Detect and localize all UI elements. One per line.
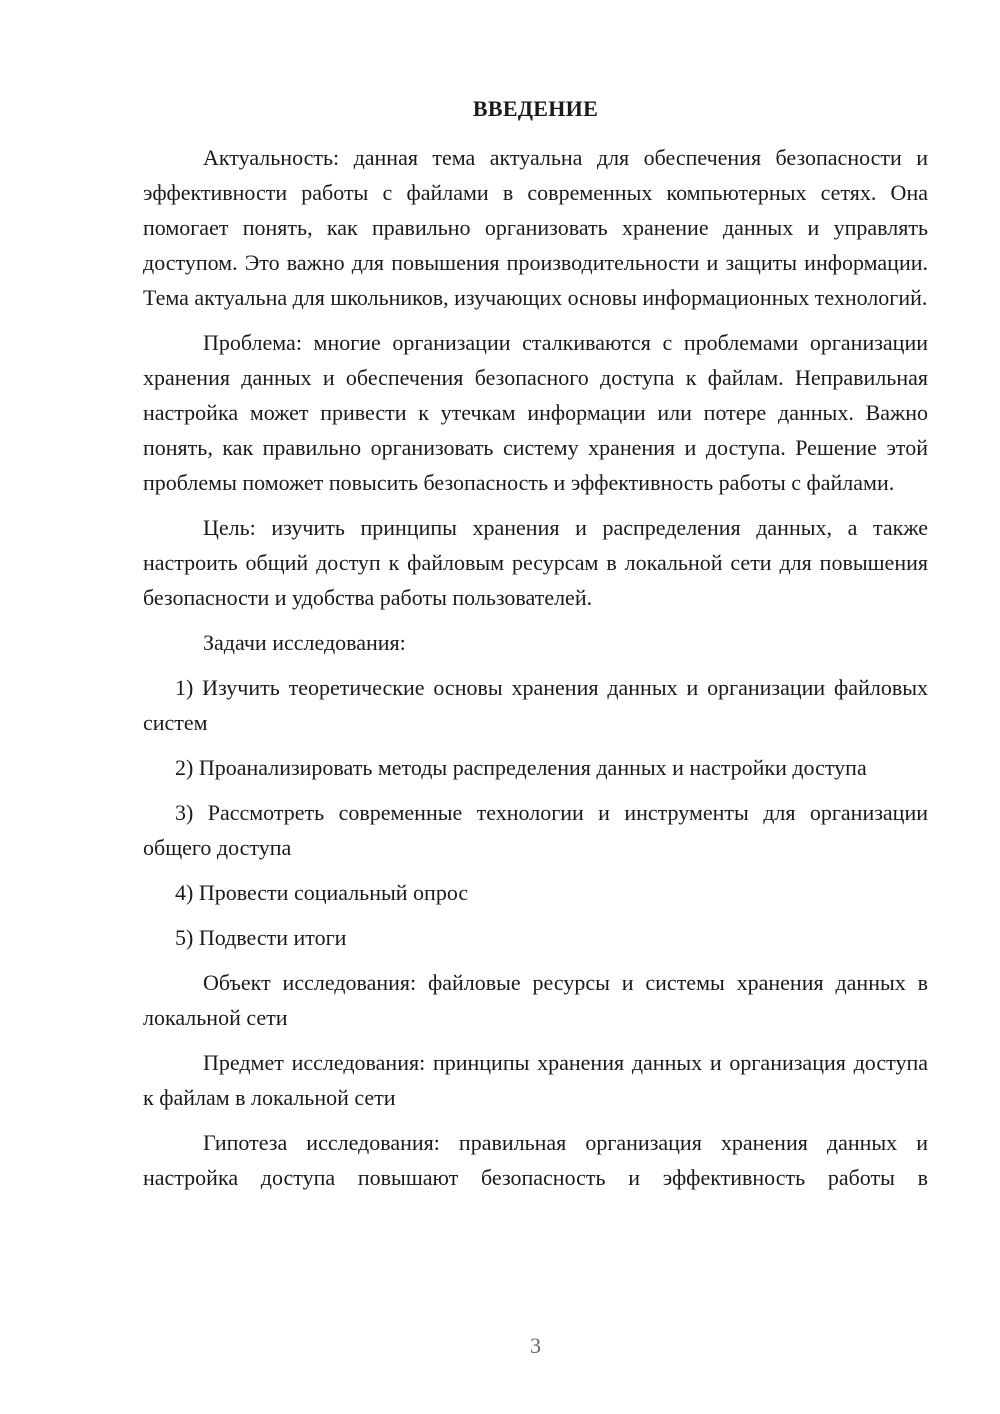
goal-paragraph: Цель: изучить принципы хранения и распределения данных, а также настроить общий доступ к файловым ресурсам в локальной сети для повышения безопасности и удобства работы пользователей. — [143, 515, 928, 610]
object-paragraph: Объект исследования: файловые ресурсы и системы хранения данных в локальной сети — [143, 970, 928, 1030]
hypothesis-paragraph: Гипотеза исследования: правильная организация хранения данных и настройка доступа повышают безопасность и эффективность работы в — [143, 1130, 928, 1190]
task-item: 5) Подвести итоги — [175, 925, 347, 950]
problem-paragraph: Проблема: многие организации сталкиваются с проблемами организации хранения данных и обеспечения безопасного доступа к файлам. Неправильная настройка может привести к утечкам информации или потере данных. Важно понять, как правильно организовать систему хранения и доступа. Решение этой проблемы поможет повысить безопасность и эффективность работы с файлами. — [143, 330, 928, 495]
task-item: 2) Проанализировать методы распределения данных и настройки доступа — [175, 755, 867, 780]
task-item: 4) Провести социальный опрос — [175, 880, 469, 905]
tasks-heading: Задачи исследования: — [203, 630, 406, 655]
page-number: 3 — [530, 1333, 541, 1358]
task-item: 3) Рассмотреть современные технологии и инструменты для организации общего доступа — [143, 800, 928, 860]
subject-paragraph: Предмет исследования: принципы хранения данных и организация доступа к файлам в локальной сети — [143, 1050, 928, 1110]
relevance-paragraph: Актуальность: данная тема актуальна для обеспечения безопасности и эффективности работы с файлами в современных компьютерных сетях. Она помогает понять, как правильно организовать хранение данных и управлять доступом. Это важно для повышения производительности и защиты информации. Тема актуальна для школьников, изучающих основы информационных технологий. — [143, 145, 928, 310]
section-heading: ВВЕДЕНИЕ — [472, 96, 599, 121]
task-item: 1) Изучить теоретические основы хранения данных и организации файловых систем — [143, 675, 928, 735]
document-body — [143, 140, 928, 1205]
